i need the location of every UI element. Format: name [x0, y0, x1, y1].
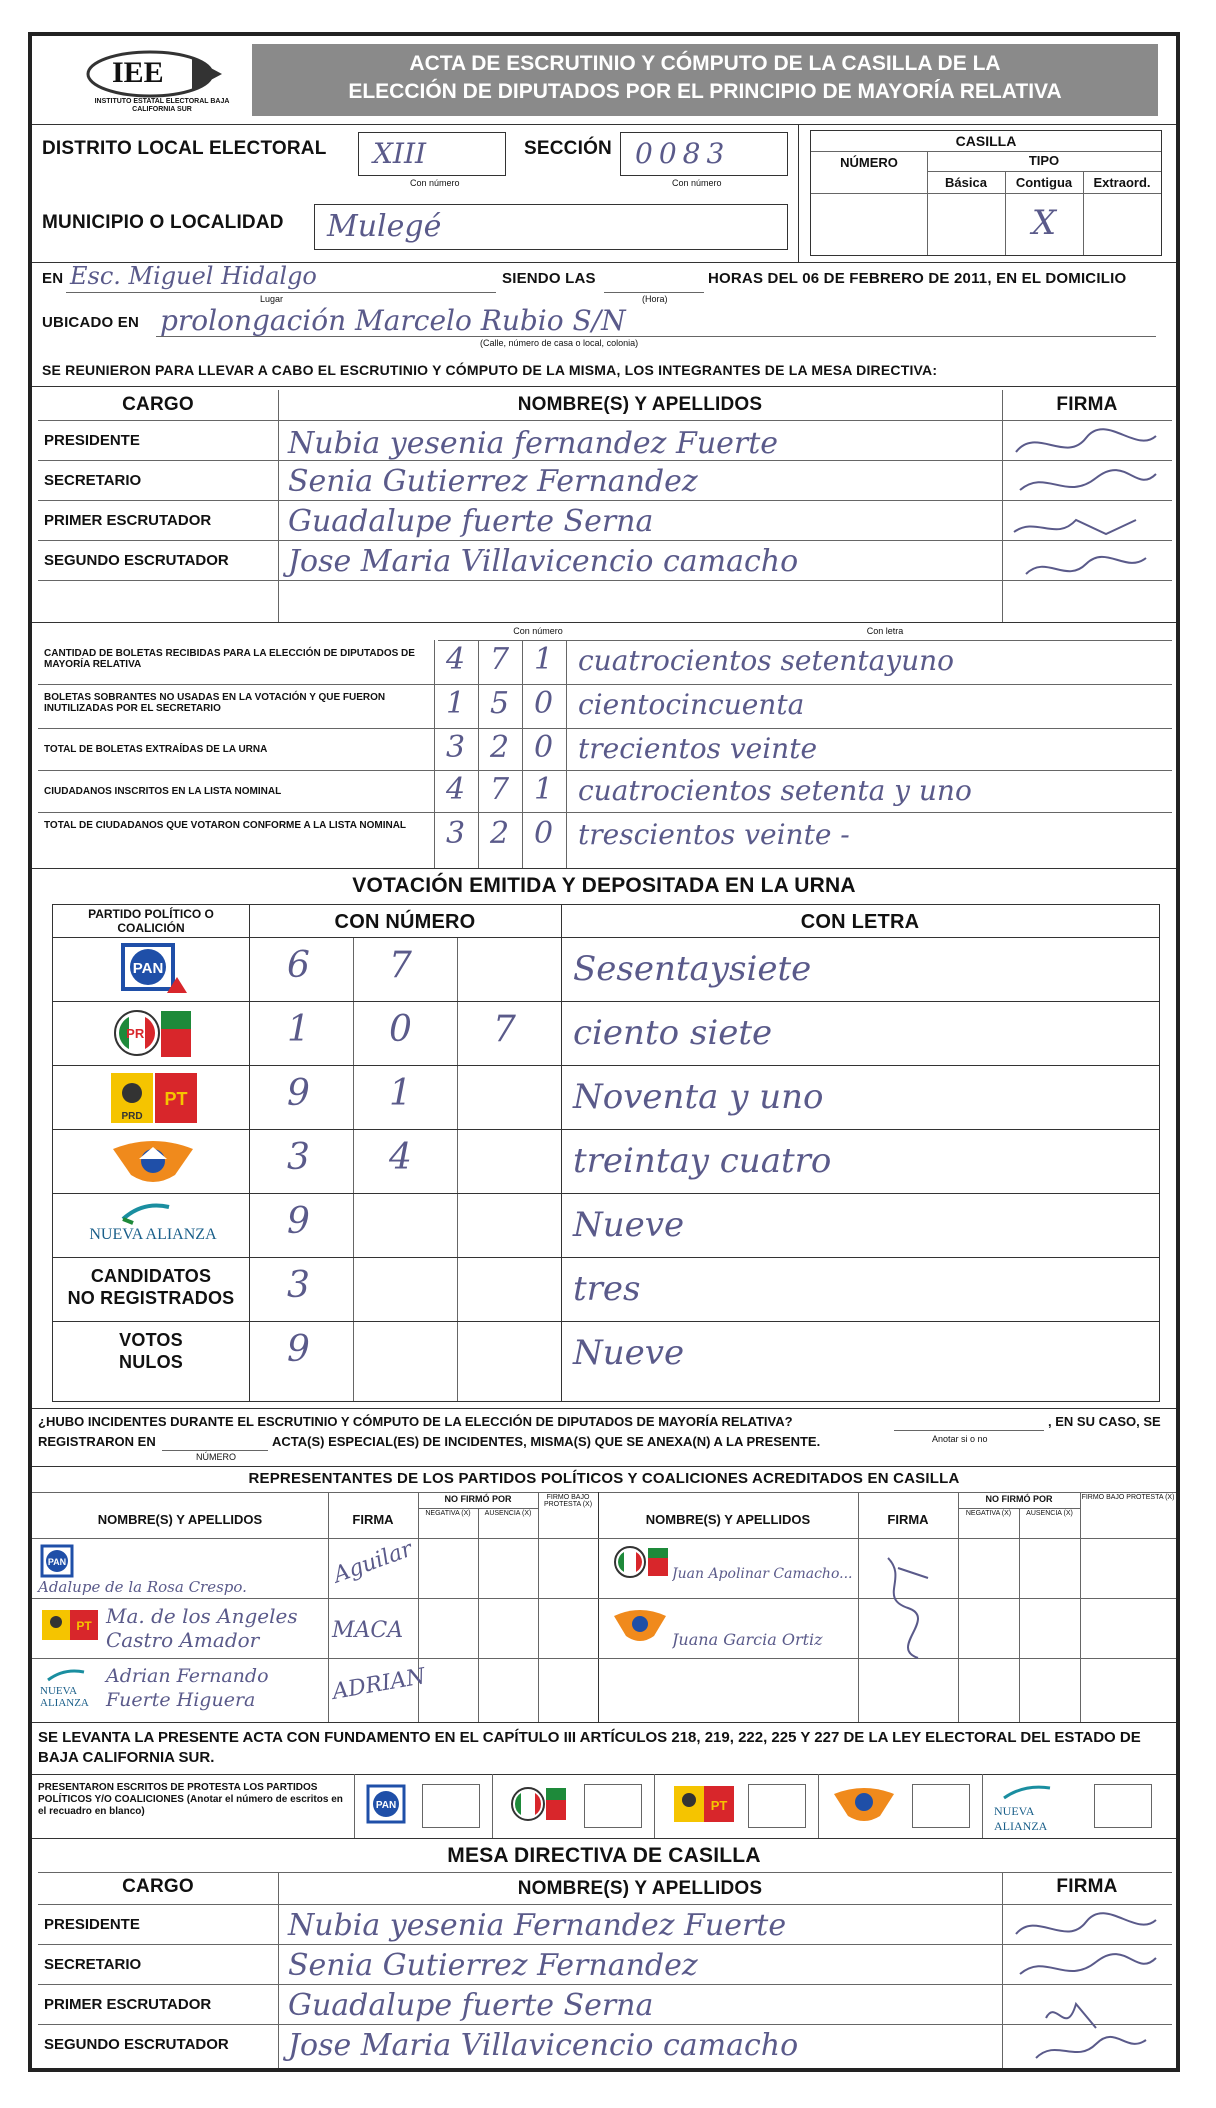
- boletas-letra-3: cuatrocientos setenta y uno: [578, 774, 972, 807]
- casilla-contigua: Contigua: [1015, 175, 1073, 190]
- boletas-d1-2: 3: [446, 730, 466, 765]
- casilla-extraord: Extraord.: [1093, 175, 1151, 190]
- boletas-label-4: TOTAL DE CIUDADANOS QUE VOTARON CONFORME A LA LISTA NOMINAL: [44, 820, 407, 831]
- header-title-line1: ACTA DE ESCRUTINIO Y CÓMPUTO DE LA CASILLA DE LA: [409, 52, 1001, 75]
- header-title-line2: ELECCIÓN DE DIPUTADOS POR EL PRINCIPIO DE MAYORÍA RELATIVA: [348, 80, 1062, 103]
- boletas-d1-1: 1: [446, 686, 466, 721]
- seccion-field[interactable]: [620, 132, 788, 176]
- votos-letra-6: Nueve: [573, 1333, 685, 1373]
- rep-right-col-firma: FIRMA: [887, 1512, 929, 1527]
- escritos-pan-box[interactable]: [422, 1784, 480, 1828]
- seccion-label: SECCIÓN: [524, 138, 612, 159]
- boletas-d2-1: 5: [490, 686, 510, 721]
- votos-d2-3: 4: [389, 1137, 412, 1178]
- escritos-pri-box[interactable]: [584, 1784, 642, 1828]
- votos-d1-4: 9: [287, 1201, 310, 1242]
- rep-left-nombre-0: Adalupe de la Rosa Crespo.: [38, 1578, 247, 1596]
- mesa-top-col-firma: FIRMA: [1056, 394, 1118, 415]
- prd-pt-logo-icon: [109, 1071, 199, 1125]
- lugar-value: Esc. Miguel Hidalgo: [70, 262, 317, 290]
- boletas-d1-4: 3: [446, 816, 466, 851]
- nueva-alianza-logo-text: NUEVA ALIANZA: [89, 1226, 217, 1243]
- rep-left-col-firma: FIRMA: [352, 1512, 394, 1527]
- votos-d1-6: 9: [287, 1329, 310, 1370]
- rep-left-firma-0: Aguilar: [330, 1536, 416, 1589]
- mesa-bottom-cargo-1: SECRETARIO: [44, 1956, 142, 1973]
- votos-d1-5: 3: [287, 1265, 310, 1306]
- boletas-d2-0: 7: [490, 642, 510, 677]
- municipio-label: MUNICIPIO O LOCALIDAD: [42, 212, 284, 233]
- votos-d2-1: 0: [389, 1009, 412, 1050]
- rep-left-col-nombre: NOMBRE(S) Y APELLIDOS: [97, 1512, 263, 1527]
- lugar-hint: Lugar: [260, 294, 284, 304]
- mesa-top-col-cargo: CARGO: [122, 394, 194, 415]
- boletas-letra-1: cientocincuenta: [578, 688, 805, 721]
- iee-logo: [72, 44, 242, 118]
- votos-d1-0: 6: [287, 945, 310, 986]
- svg-text:PRI: PRI: [126, 1026, 148, 1041]
- boletas-label-0: CANTIDAD DE BOLETAS RECIBIDAS PARA LA ELECCIÓN DE DIPUTADOS DE MAYORÍA RELATIVA: [44, 648, 415, 670]
- nulos-label-2: NULOS: [119, 1352, 183, 1372]
- rep-nueva-alianza-swoosh-icon: [40, 1668, 100, 1682]
- escritos-prd-pt-box[interactable]: [748, 1784, 806, 1828]
- rep-right-signature: [868, 1548, 948, 1668]
- boletas-d3-4: 0: [534, 816, 554, 851]
- domicilio-hint: (Calle, número de casa o local, colonia): [480, 338, 639, 348]
- boletas-d1-3: 4: [446, 772, 466, 807]
- mesa-top-col-nombre: NOMBRE(S) Y APELLIDOS: [517, 394, 763, 415]
- incidentes-line1-end: , EN SU CASO, SE: [1048, 1414, 1161, 1429]
- rep-right-col-protesta: FIRMO BAJO PROTESTA (X): [1081, 1494, 1175, 1501]
- mesa-bottom-title: MESA DIRECTIVA DE CASILLA: [447, 1844, 761, 1867]
- mesa-bottom-signatures: [1006, 1908, 1168, 2066]
- svg-text:PT: PT: [710, 1798, 728, 1813]
- rep-left-firma-2: ADRIAN: [330, 1664, 428, 1705]
- votos-d2-2: 1: [389, 1073, 412, 1114]
- votacion-col-letra: CON LETRA: [800, 911, 920, 933]
- mesa-top-cargo-3: SEGUNDO ESCRUTADOR: [44, 552, 229, 569]
- candidatos-label: [53, 1265, 249, 1309]
- municipio-value: Mulegé: [327, 209, 442, 244]
- mesa-top-nombre-0: Nubia yesenia fernandez Fuerte: [288, 426, 779, 461]
- nueva-alianza-logo-icon: [73, 1197, 233, 1227]
- boletas-d3-0: 1: [534, 642, 554, 677]
- domicilio-value: prolongación Marcelo Rubio S/N: [160, 304, 626, 337]
- municipio-field[interactable]: [314, 204, 788, 250]
- mesa-top-signatures: [1006, 424, 1168, 614]
- boletas-d3-2: 0: [534, 730, 554, 765]
- mesa-bottom-cargo-2: PRIMER ESCRUTADOR: [44, 1996, 212, 2013]
- votos-d2-0: 7: [389, 945, 412, 986]
- seccion-value: 0083: [635, 137, 731, 170]
- rep-right-col-nombre: NOMBRE(S) Y APELLIDOS: [645, 1512, 811, 1527]
- boletas-letra-0: cuatrocientos setentayuno: [578, 644, 955, 677]
- votos-d1-3: 3: [287, 1137, 310, 1178]
- escritos-label: PRESENTARON ESCRITOS DE PROTESTA LOS PARTIDOS POLÍTICOS Y/O COALICIONES (Anotar el número de escritos en el recuadro en blanco): [38, 1782, 343, 1817]
- distrito-label: DISTRITO LOCAL ELECTORAL: [42, 138, 327, 159]
- rep-right-col-ausencia: AUSENCIA (X): [1026, 1510, 1073, 1517]
- votos-letra-3: treintay cuatro: [573, 1141, 832, 1181]
- mesa-bottom-col-nombre: NOMBRE(S) Y APELLIDOS: [517, 1878, 763, 1899]
- votos-d1-1: 1: [287, 1009, 310, 1050]
- svg-text:PAN: PAN: [132, 960, 164, 977]
- candidatos-label-1: CANDIDATOS: [90, 1266, 212, 1286]
- casilla-box: [810, 130, 1162, 256]
- rep-nueva-alianza-icon: [40, 1668, 100, 1709]
- boletas-label-1: BOLETAS SOBRANTES NO USADAS EN LA VOTACIÓN Y QUE FUERON INUTILIZADAS POR EL SECRETARIO: [44, 692, 386, 714]
- iee-logo-text: IEE: [112, 56, 164, 89]
- svg-text:PAN: PAN: [47, 1557, 67, 1567]
- rep-left-nombre-1: Ma. de los Angeles Castro Amador: [106, 1604, 298, 1652]
- boletas-d1-0: 4: [446, 642, 466, 677]
- representantes-table: [32, 1492, 1176, 1722]
- boletas-col-numero: Con número: [513, 626, 563, 636]
- distrito-value: XIII: [373, 137, 427, 170]
- escritos-prd-pt-icon: [672, 1784, 736, 1824]
- convergencia-logo-icon: [109, 1135, 197, 1189]
- escritos-nueva-alianza-box[interactable]: [1094, 1784, 1152, 1828]
- mesa-top-cargo-0: PRESIDENTE: [44, 432, 140, 449]
- incidentes-line2a: REGISTRARON EN: [38, 1434, 156, 1449]
- mesa-bottom-col-firma: FIRMA: [1056, 1876, 1118, 1897]
- casilla-contigua-mark: X: [1031, 203, 1057, 243]
- boletas-d2-3: 7: [490, 772, 510, 807]
- boletas-d2-2: 2: [490, 730, 510, 765]
- votos-letra-5: tres: [573, 1269, 641, 1309]
- mesa-bottom-nombre-3: Jose Maria Villavicencio camacho: [288, 2028, 799, 2063]
- mesa-bottom-cargo-3: SEGUNDO ESCRUTADOR: [44, 2036, 229, 2053]
- iee-logo-subtitle: INSTITUTO ESTATAL ELECTORAL BAJA CALIFORNIA SUR: [94, 98, 230, 113]
- escritos-convergencia-box[interactable]: [912, 1784, 970, 1828]
- incidentes-line1: ¿HUBO INCIDENTES DURANTE EL ESCRUTINIO Y CÓMPUTO DE LA ELECCIÓN DE DIPUTADOS DE MAYORÍA RELATIVA?: [38, 1414, 793, 1429]
- rep-right-col-negativa: NEGATIVA (X): [965, 1510, 1012, 1517]
- incidentes-hint-numero: NÚMERO: [196, 1452, 236, 1462]
- votos-letra-4: Nueve: [573, 1205, 685, 1245]
- rep-right-nombre-0: Juan Apolinar Camacho...: [672, 1566, 853, 1582]
- escritos-nueva-alianza-text: NUEVA ALIANZA: [994, 1804, 1048, 1833]
- incidentes-line2b: ACTA(S) ESPECIAL(ES) DE INCIDENTES, MISMA(S) QUE SE ANEXA(N) A LA PRESENTE.: [272, 1434, 821, 1449]
- fundamento-text: SE LEVANTA LA PRESENTE ACTA CON FUNDAMENTO EN EL CAPÍTULO III ARTÍCULOS 218, 219, 222, 225 Y 227 DE LA LEY ELECTORAL DEL ESTADO DE BAJA CALIFORNIA SUR.: [38, 1729, 1141, 1766]
- ubicado-label: UBICADO EN: [42, 314, 140, 331]
- candidatos-label-2: NO REGISTRADOS: [67, 1288, 235, 1308]
- votacion-title: VOTACIÓN EMITIDA Y DEPOSITADA EN LA URNA: [352, 874, 856, 897]
- rep-left-nombre-2: Adrian Fernando Fuerte Higuera: [106, 1665, 269, 1711]
- mesa-bottom-col-cargo: CARGO: [122, 1876, 194, 1897]
- en-label: EN: [42, 270, 64, 287]
- mesa-bottom-nombre-2: Guadalupe fuerte Serna: [288, 1988, 654, 2023]
- nueva-alianza-logo: [73, 1197, 233, 1253]
- rep-pan-icon: [40, 1544, 74, 1578]
- votos-letra-0: Sesentaysiete: [573, 949, 812, 989]
- pan-logo-icon: [117, 943, 189, 997]
- boletas-label-3: CIUDADANOS INSCRITOS EN LA LISTA NOMINAL: [44, 786, 282, 797]
- escritos-nueva-alianza-icon: [994, 1784, 1074, 1834]
- mesa-bottom-cargo-0: PRESIDENTE: [44, 1916, 140, 1933]
- pri-logo-icon: [111, 1007, 195, 1061]
- mesa-top-cargo-1: SECRETARIO: [44, 472, 142, 489]
- casilla-basica: Básica: [945, 175, 987, 190]
- svg-text:PT: PT: [76, 1619, 92, 1633]
- boletas-label-2: TOTAL DE BOLETAS EXTRAÍDAS DE LA URNA: [44, 744, 268, 755]
- mesa-bottom-table: [38, 1872, 1172, 2068]
- votos-d3-1: 7: [493, 1009, 516, 1050]
- boletas-d3-3: 1: [534, 772, 554, 807]
- acta-sheet: [28, 32, 1180, 2072]
- mesa-top-nombre-3: Jose Maria Villavicencio camacho: [288, 544, 799, 579]
- rep-left-col-negativa: NEGATIVA (X): [425, 1510, 471, 1517]
- casilla-numero: NÚMERO: [840, 155, 898, 170]
- votos-letra-1: ciento siete: [573, 1013, 773, 1053]
- escritos-pan-icon: [366, 1784, 406, 1824]
- rep-nueva-alianza-text: NUEVA ALIANZA: [40, 1685, 89, 1709]
- boletas-letra-4: trescientos veinte -: [578, 818, 850, 851]
- svg-text:PT: PT: [164, 1089, 188, 1109]
- mesa-top-nombre-1: Senia Gutierrez Fernandez: [288, 464, 698, 499]
- votos-d1-2: 9: [287, 1073, 310, 1114]
- mesa-top-cargo-2: PRIMER ESCRUTADOR: [44, 512, 212, 529]
- hora-hint: (Hora): [642, 294, 668, 304]
- votacion-col-numero: CON NÚMERO: [334, 911, 476, 933]
- rep-right-nombre-1: Juana Garcia Ortiz: [672, 1630, 823, 1649]
- svg-text:PRD: PRD: [121, 1111, 143, 1122]
- horas-text: HORAS DEL 06 DE FEBRERO DE 2011, EN EL DOMICILIO: [708, 270, 1127, 287]
- casilla-title: CASILLA: [955, 133, 1017, 149]
- votacion-table: [52, 904, 1160, 1402]
- votacion-col-partido: PARTIDO POLÍTICO O COALICIÓN: [88, 907, 214, 935]
- distrito-hint: Con número: [410, 178, 460, 188]
- mesa-top-table: [38, 390, 1172, 622]
- incidentes-hint-anotar: Anotar si o no: [932, 1434, 988, 1444]
- escritos-convergencia-icon: [832, 1784, 896, 1824]
- representantes-title: REPRESENTANTES DE LOS PARTIDOS POLÍTICOS Y COALICIONES ACREDITADOS EN CASILLA: [248, 1470, 960, 1487]
- mesa-top-nombre-2: Guadalupe fuerte Serna: [288, 504, 654, 539]
- boletas-d3-1: 0: [534, 686, 554, 721]
- rep-left-col-protesta: FIRMO BAJO PROTESTA (X): [543, 1494, 593, 1508]
- reunion-text: SE REUNIERON PARA LLEVAR A CABO EL ESCRUTINIO Y CÓMPUTO DE LA MISMA, LOS INTEGRANTES DE LA MESA DIRECTIVA:: [42, 362, 938, 378]
- rep-right-col-nofirmo: NO FIRMÓ POR: [985, 1494, 1053, 1504]
- boletas-d2-4: 2: [490, 816, 510, 851]
- siendo-label: SIENDO LAS: [502, 270, 596, 287]
- escritos-pri-icon: [508, 1784, 568, 1824]
- mesa-bottom-nombre-1: Senia Gutierrez Fernandez: [288, 1948, 698, 1983]
- boletas-letra-2: trecientos veinte: [578, 732, 818, 765]
- casilla-tipo: TIPO: [1028, 153, 1060, 168]
- rep-left-col-ausencia: AUSENCIA (X): [484, 1510, 532, 1517]
- svg-text:PAN: PAN: [375, 1800, 397, 1811]
- header-banner: [252, 44, 1158, 116]
- nulos-label-1: VOTOS: [119, 1330, 183, 1350]
- escritos-nueva-alianza-swoosh-icon: [994, 1784, 1064, 1800]
- seccion-hint: Con número: [672, 178, 722, 188]
- rep-pri-icon: [612, 1544, 672, 1580]
- boletas-col-letra: Con letra: [866, 626, 904, 636]
- votos-letra-2: Noventa y uno: [573, 1077, 824, 1117]
- boletas-table: [38, 624, 1172, 868]
- mesa-bottom-nombre-0: Nubia yesenia Fernandez Fuerte: [288, 1908, 787, 1943]
- rep-left-firma-1: MACA: [332, 1618, 404, 1643]
- rep-convergencia-icon: [612, 1606, 668, 1646]
- rep-left-col-nofirmo: NO FIRMÓ POR: [444, 1494, 512, 1504]
- rep-prd-pt-icon: [40, 1608, 100, 1642]
- distrito-field[interactable]: [358, 132, 506, 176]
- nulos-label: [53, 1329, 249, 1373]
